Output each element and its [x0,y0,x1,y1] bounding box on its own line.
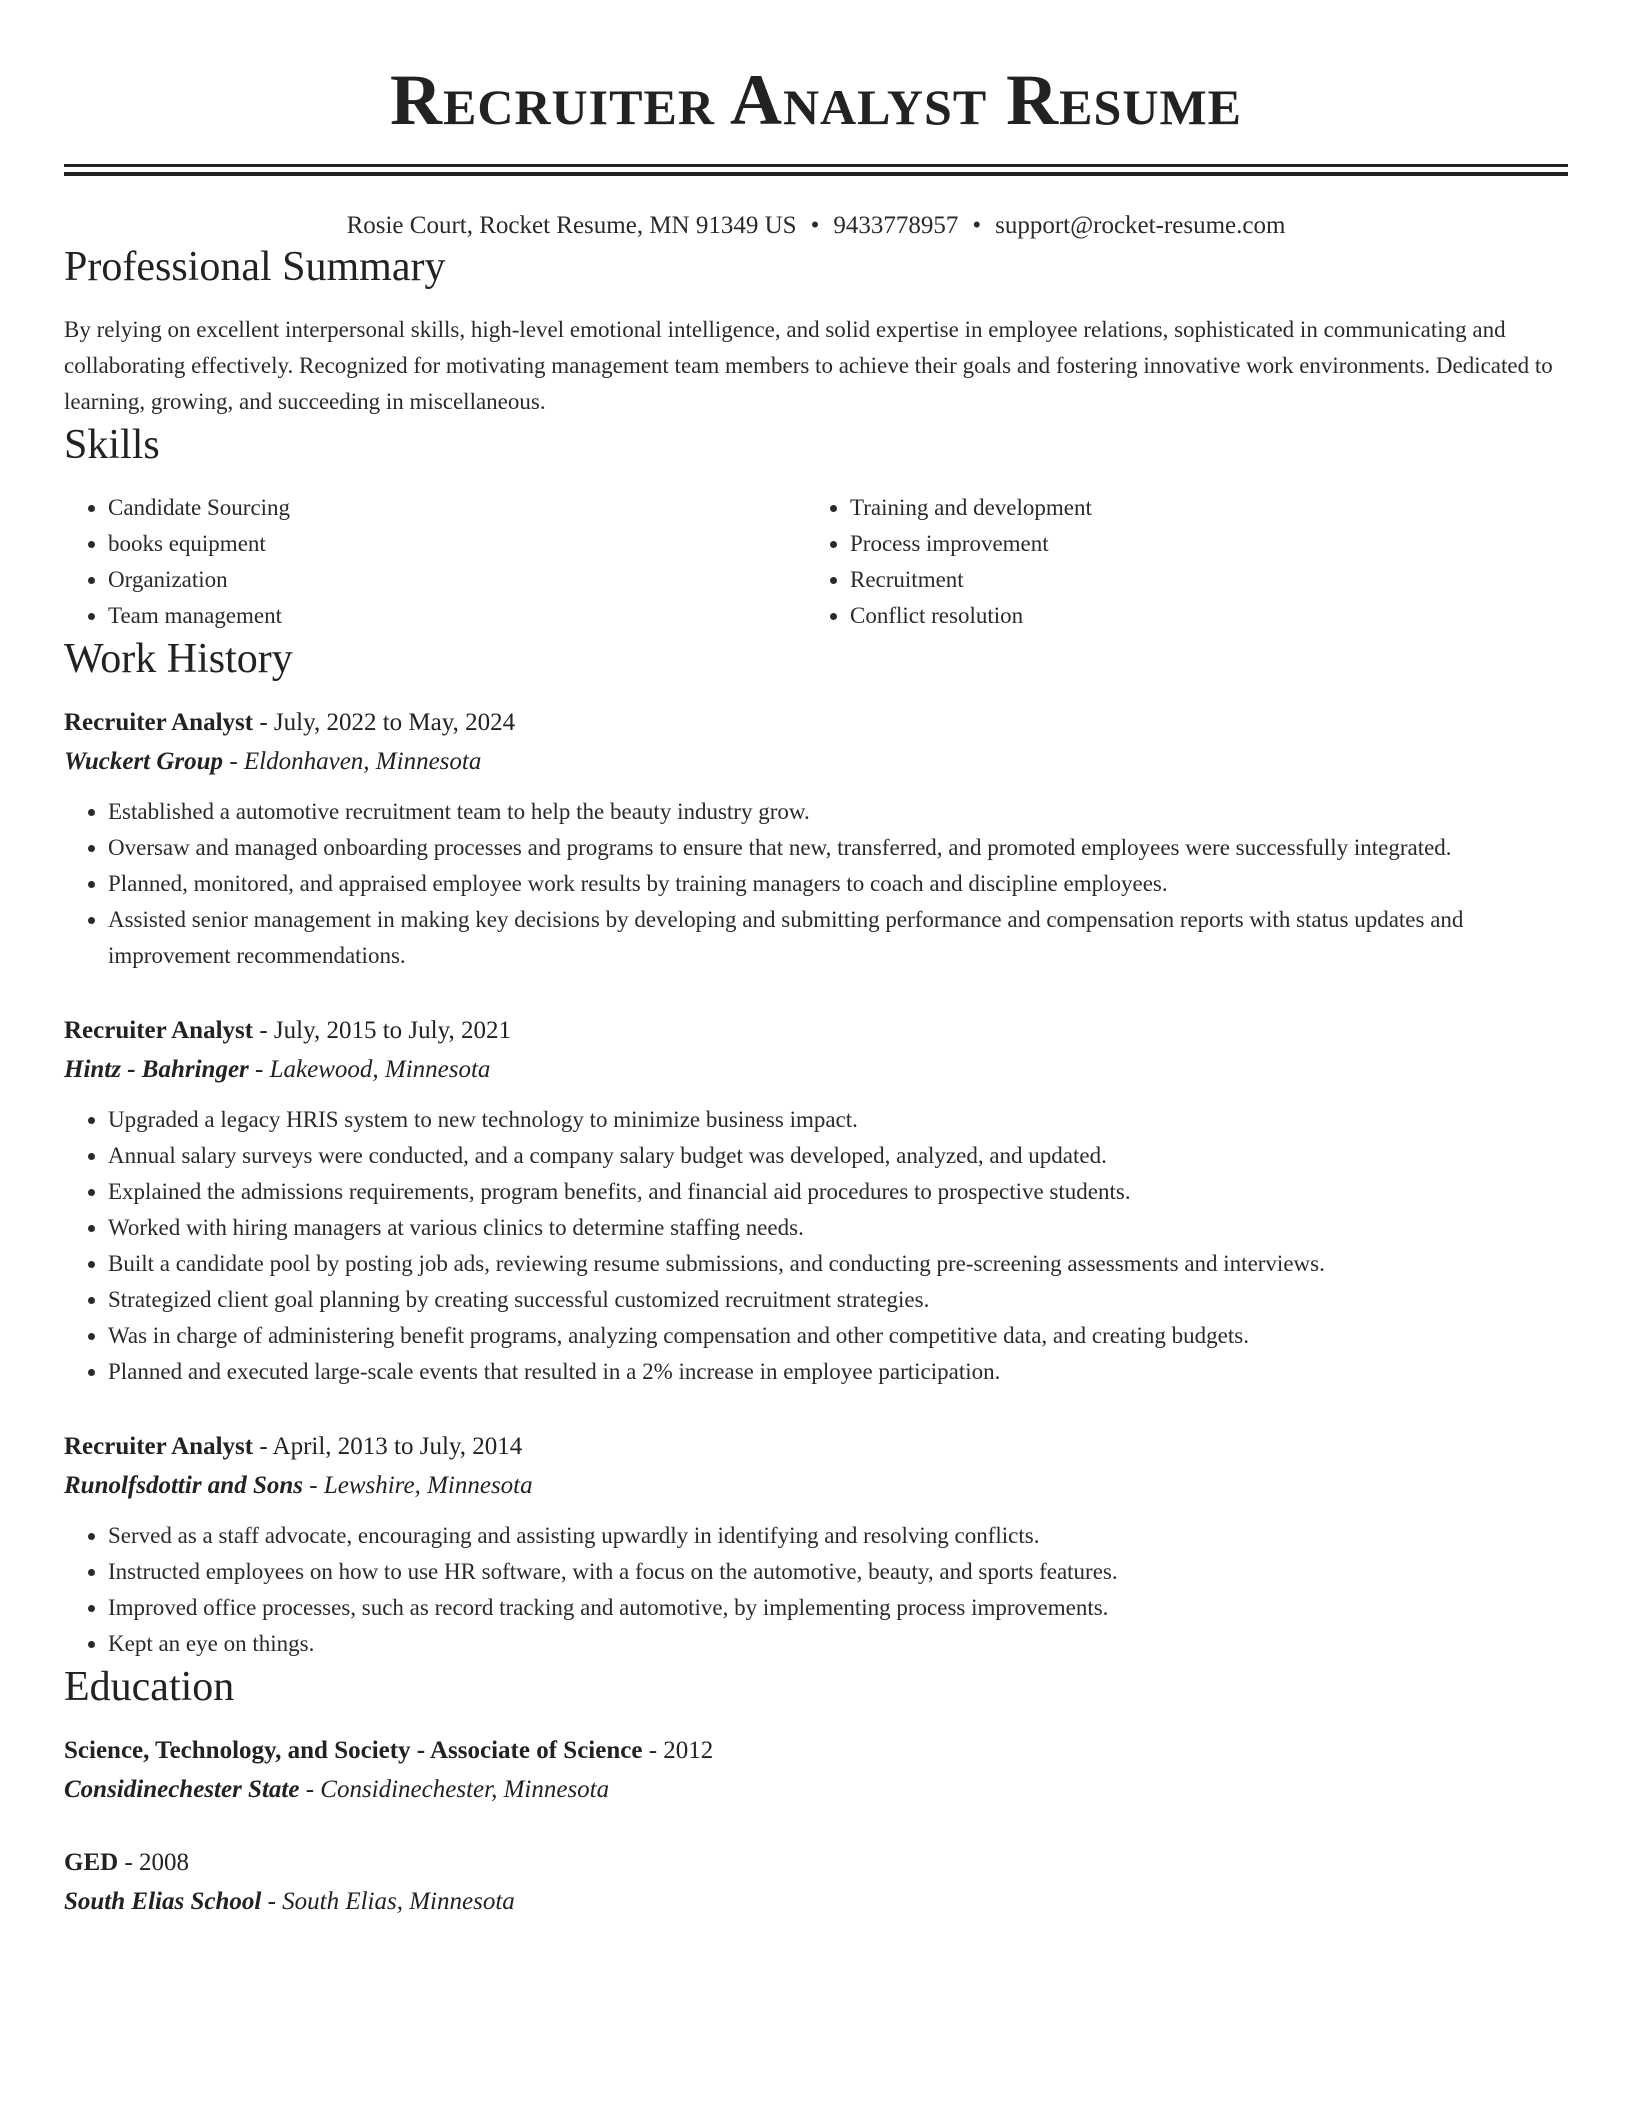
job-location: - Lakewood, Minnesota [248,1056,491,1083]
job-company-line [64,1466,1568,1506]
job-bullet: • Built a candidate pool by posting job ads, reviewing resume submissions, and conducting pre-screening assessments and interviews. [108,1246,1568,1282]
job-bullet: • Planned and executed large-scale events that resulted in a 2% increase in employee participation. [108,1354,1568,1390]
skill-item: • Process improvement [850,526,1548,562]
education-year: - 2012 [642,1737,714,1764]
education-year: - 2008 [118,1849,190,1876]
job-bullet: • Planned, monitored, and appraised employee work results by training managers to coach and discipline employees. [108,866,1568,902]
job-company-line [64,742,1568,782]
job-bullet: • Worked with hiring managers at various clinics to determine staffing needs. [108,1210,1568,1246]
job-entry [64,1012,1568,1390]
job-dates: - July, 2015 to July, 2021 [253,1017,511,1044]
skill-item: • Training and development [850,490,1548,526]
job-title-line [64,1428,1568,1466]
title-divider [64,164,1568,176]
education-degree-line [64,1732,1568,1770]
skill-item: • Recruitment [850,562,1548,598]
skill-item: • books equipment [108,526,806,562]
job-bullets [64,1102,1568,1390]
job-title: Recruiter Analyst [64,1017,254,1044]
contact-email[interactable]: support@rocket-resume.com [995,212,1286,239]
education-school-line [64,1882,1568,1922]
job-company: Wuckert Group [64,748,224,775]
skills-column-left [64,490,806,634]
summary-heading: Professional Summary [64,244,446,290]
skill-item: • Organization [108,562,806,598]
skills-list [64,490,1568,634]
job-entry [64,1428,1568,1662]
education-entry [64,1844,1568,1922]
job-bullet: • Oversaw and managed onboarding processes and programs to ensure that new, transferred, and promoted employees were successfully integrated. [108,830,1568,866]
job-bullet: • Improved office processes, such as record tracking and automotive, by implementing process improvements. [108,1590,1568,1626]
job-bullet: • Explained the admissions requirements, program benefits, and financial aid procedures to prospective students. [108,1174,1568,1210]
job-bullets [64,1518,1568,1662]
education-heading: Education [64,1664,235,1710]
contact-separator: • [810,212,820,239]
job-bullet: • Upgraded a legacy HRIS system to new technology to minimize business impact. [108,1102,1568,1138]
resume-title: Recruiter Analyst Resume [389,60,1242,140]
job-title-line [64,1012,1568,1050]
job-company: Runolfsdottir and Sons [64,1472,303,1499]
contact-address: Rosie Court, Rocket Resume, MN 91349 US [346,212,797,239]
job-bullet: • Was in charge of administering benefit programs, analyzing compensation and other competitive data, and creating budgets. [108,1318,1568,1354]
job-bullet: • Kept an eye on things. [108,1626,1568,1662]
job-title-line [64,704,1568,742]
education-location: - South Elias, Minnesota [261,1888,515,1915]
summary-text: By relying on excellent interpersonal skills, high-level emotional intelligence, and solid expertise in employee relations, sophisticated in communicating and collaborating effectively. Recognized for motivating management team members to achieve their goals and fostering innovative work environments. Dedicated to learning, growing, and succeeding in miscellaneous. [64,317,1553,414]
education-school-line [64,1770,1568,1810]
job-bullet: • Assisted senior management in making key decisions by developing and submitting performance and compensation reports with status updates and improvement recommendations. [108,902,1568,974]
job-bullet: • Established a automotive recruitment team to help the beauty industry grow. [108,794,1568,830]
job-company: Hintz - Bahringer [64,1056,249,1083]
education-degree: Science, Technology, and Society - Associate of Science [64,1737,643,1764]
job-location: - Eldonhaven, Minnesota [223,748,482,775]
contact-phone[interactable]: 9433778957 [833,212,959,239]
contact-line [64,210,1568,242]
job-dates: - April, 2013 to July, 2014 [253,1433,523,1460]
job-bullet: • Instructed employees on how to use HR software, with a focus on the automotive, beauty, and sports features. [108,1554,1568,1590]
skills-column-right [806,490,1548,634]
job-entry [64,704,1568,974]
job-bullets [64,794,1568,974]
skill-item: • Candidate Sourcing [108,490,806,526]
job-dates: - July, 2022 to May, 2024 [253,709,516,736]
job-location: - Lewshire, Minnesota [303,1472,533,1499]
education-degree: GED [64,1849,119,1876]
education-entry [64,1732,1568,1810]
skills-heading: Skills [64,422,160,468]
skill-item: • Team management [108,598,806,634]
job-company-line [64,1050,1568,1090]
skill-item: • Conflict resolution [850,598,1548,634]
education-degree-line [64,1844,1568,1882]
job-bullet: • Strategized client goal planning by creating successful customized recruitment strategies. [108,1282,1568,1318]
work-history-heading: Work History [64,636,293,682]
job-bullet: • Served as a staff advocate, encouraging and assisting upwardly in identifying and resolving conflicts. [108,1518,1568,1554]
job-bullet: • Annual salary surveys were conducted, and a company salary budget was developed, analyzed, and updated. [108,1138,1568,1174]
contact-separator: • [972,212,982,239]
education-school: Considinechester State [64,1776,300,1803]
education-location: - Considinechester, Minnesota [299,1776,610,1803]
job-title: Recruiter Analyst [64,1433,254,1460]
job-title: Recruiter Analyst [64,709,254,736]
education-school: South Elias School [64,1888,262,1915]
